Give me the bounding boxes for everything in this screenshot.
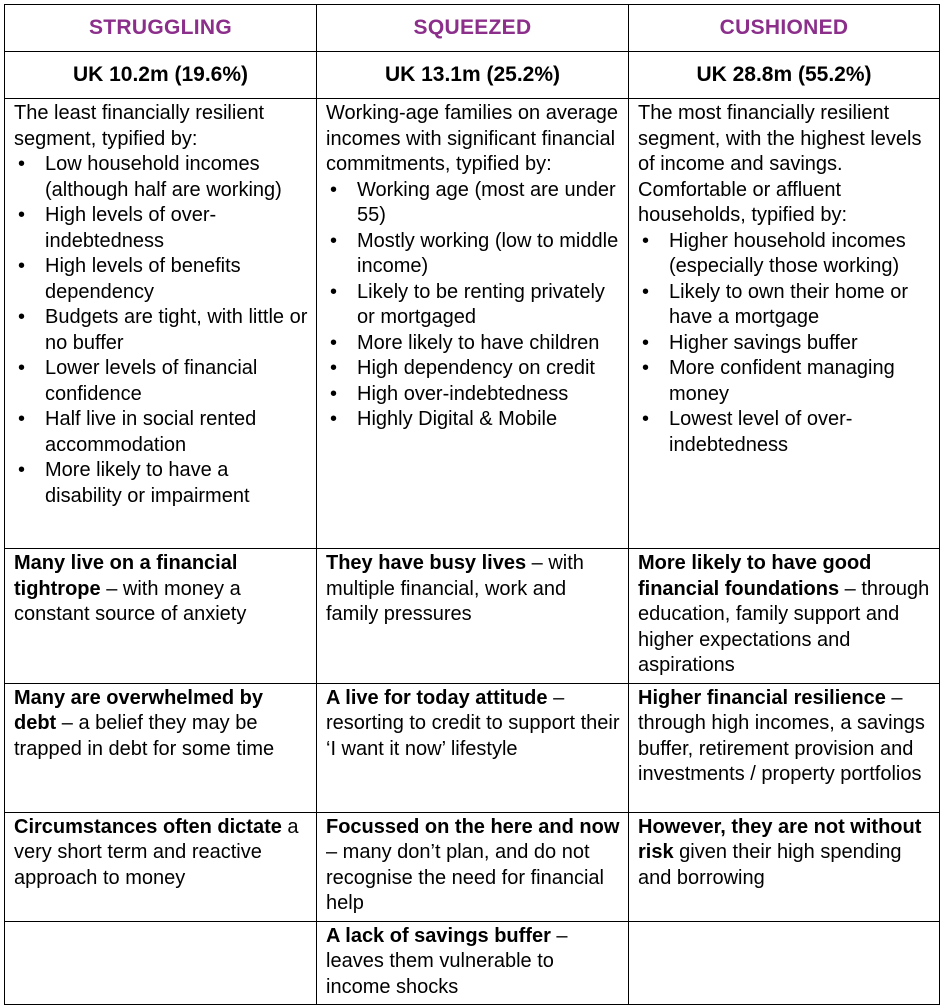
attitude-text: – through education, family support and higher expectations and aspirations <box>638 577 930 676</box>
uk-count-squeezed: UK 13.1m (25.2%) <box>317 52 629 99</box>
bullet-item: • Higher savings buffer <box>638 331 931 357</box>
bullet-item: • Budgets are tight, with little or no buffer <box>14 305 308 356</box>
description-squeezed <box>317 99 629 549</box>
attitude-text: – leaves them vulnerable to income shocks <box>326 924 568 998</box>
bullet-item: • Higher household incomes (especially those working) <box>638 229 931 280</box>
bullet-item: • Likely to own their home or have a mortgage <box>638 280 931 331</box>
attitude-bold: Many are overwhelmed by debt <box>14 686 263 734</box>
bullet-item: • High dependency on credit <box>326 356 620 382</box>
attitude-text: a very short term and reactive approach to money <box>14 815 299 889</box>
attitude-cell <box>317 921 629 1005</box>
attitude-cell <box>317 549 629 684</box>
attitude-cell <box>317 683 629 812</box>
bullet-item: • High levels of benefits dependency <box>14 254 308 305</box>
attitude-bold: However, they are not without risk <box>638 815 922 863</box>
attitude-row <box>5 549 940 684</box>
bullet-item: • Half live in social rented accommodation <box>14 407 308 458</box>
description-row <box>5 99 940 549</box>
attitude-text: – with multiple financial, work and family pressures <box>326 552 584 625</box>
attitude-cell <box>317 812 629 921</box>
description-intro: The least financially resilient segment, typified by: <box>14 102 265 150</box>
attitude-row <box>5 921 940 1005</box>
header-struggling: STRUGGLING <box>5 5 317 52</box>
attitude-text: – through high incomes, a savings buffer, retirement provision and investments / property portfolios <box>638 686 925 785</box>
attitude-cell <box>629 549 940 684</box>
uk-count-cushioned: UK 28.8m (55.2%) <box>629 52 940 99</box>
description-intro: Working-age families on average incomes with significant financial commitments, typified by: <box>326 102 619 175</box>
bullet-item: • Likely to be renting privately or mortgaged <box>326 280 620 331</box>
bullet-item: • Lower levels of financial confidence <box>14 356 308 407</box>
description-struggling <box>5 99 317 549</box>
bullet-item: • Low household incomes (although half are working) <box>14 152 308 203</box>
description-intro: The most financially resilient segment, with the highest levels of income and savings. Comfortable or affluent households, typified by: <box>638 102 922 226</box>
attitude-bold: Focussed on the here and now <box>326 815 620 838</box>
header-row <box>5 5 940 52</box>
uk-count-row <box>5 52 940 99</box>
attitude-cell <box>5 921 317 1005</box>
bullet-list <box>14 152 308 509</box>
attitude-bold: A live for today attitude <box>326 686 548 709</box>
attitude-text: – many don’t plan, and do not recognise the need for financial help <box>326 841 604 914</box>
bullet-list <box>326 178 620 433</box>
attitude-bold: More likely to have good financial foundations <box>638 552 872 600</box>
bullet-item: • High levels of over-indebtedness <box>14 203 308 254</box>
bullet-list <box>638 229 931 459</box>
attitude-row <box>5 812 940 921</box>
attitude-cell <box>629 683 940 812</box>
attitude-bold: Higher financial resilience <box>638 686 886 709</box>
bullet-item: • More likely to have a disability or impairment <box>14 458 308 509</box>
attitude-cell <box>629 812 940 921</box>
bullet-item: • Working age (most are under 55) <box>326 178 620 229</box>
attitude-cell <box>629 921 940 1005</box>
bullet-item: • Lowest level of over-indebtedness <box>638 407 931 458</box>
attitude-cell <box>5 683 317 812</box>
uk-count-struggling: UK 10.2m (19.6%) <box>5 52 317 99</box>
bullet-item: • Highly Digital & Mobile <box>326 407 620 433</box>
attitude-bold: A lack of savings buffer <box>326 924 551 947</box>
header-cushioned: CUSHIONED <box>629 5 940 52</box>
attitude-text: – a belief they may be trapped in debt for some time <box>14 712 275 760</box>
bullet-item: • More likely to have children <box>326 331 620 357</box>
attitude-bold: Circumstances often dictate <box>14 815 282 838</box>
attitude-row <box>5 683 940 812</box>
attitude-text: – with money a constant source of anxiety <box>14 577 247 625</box>
attitude-cell <box>5 549 317 684</box>
bullet-item: • Mostly working (low to middle income) <box>326 229 620 280</box>
attitude-text: – resorting to credit to support their ‘I want it now’ lifestyle <box>326 686 620 760</box>
bullet-item: • More confident managing money <box>638 356 931 407</box>
bullet-item: • High over-indebtedness <box>326 382 620 408</box>
attitude-cell <box>5 812 317 921</box>
description-cushioned <box>629 99 940 549</box>
attitude-bold: They have busy lives <box>326 552 527 574</box>
attitude-text: given their high spending and borrowing <box>638 841 902 889</box>
attitude-bold: Many live on a financial tightrope <box>14 552 238 600</box>
header-squeezed: SQUEEZED <box>317 5 629 52</box>
segment-comparison-table <box>4 4 940 1005</box>
